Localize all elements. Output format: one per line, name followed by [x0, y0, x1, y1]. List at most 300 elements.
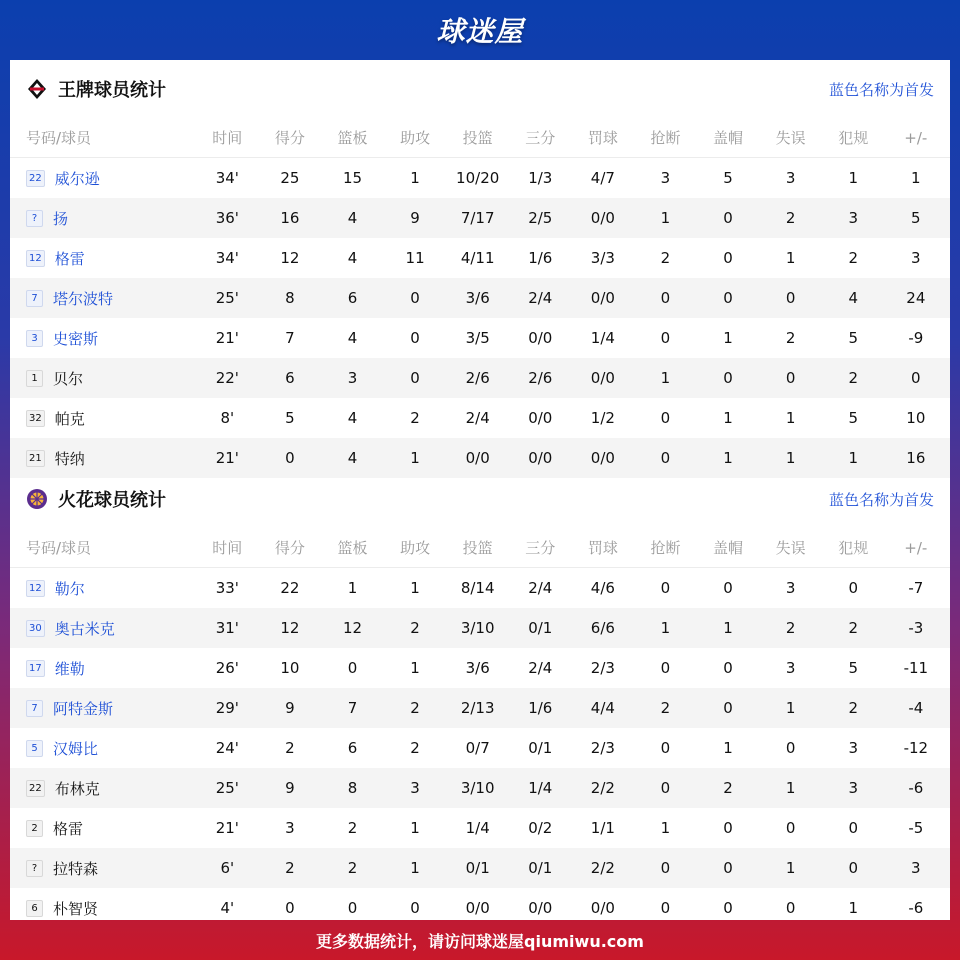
stat-cell: 0 [785, 289, 796, 307]
stat-cell: 3 [660, 169, 671, 187]
stat-cell: 8 [347, 779, 358, 797]
stat-cell: 0/0 [590, 209, 615, 227]
stat-cell: 2/3 [590, 659, 615, 677]
stat-cell: 0 [410, 289, 420, 307]
stat-cell: 8' [220, 409, 235, 427]
jersey-number-badge: 21 [26, 450, 45, 467]
team-title-wrap [26, 486, 166, 512]
player-name[interactable]: 朴智贤 [53, 899, 99, 918]
column-header[interactable]: 号码/球员 [26, 129, 92, 147]
stat-cell: 2/4 [528, 659, 553, 677]
stat-cell: 6/6 [590, 619, 615, 637]
column-header[interactable]: 助攻 [400, 539, 431, 557]
stat-cell: 4/7 [590, 169, 615, 187]
stat-cell: 2 [410, 619, 420, 637]
stat-cell: 0 [410, 329, 420, 347]
stats-panel [10, 60, 950, 920]
player-name[interactable]: 帕克 [54, 409, 85, 428]
player-cell [10, 858, 196, 879]
player-cell [10, 208, 196, 229]
aces-logo-icon [26, 78, 48, 100]
stat-cell: 1 [347, 579, 358, 597]
stat-cell: 1 [723, 619, 733, 637]
jersey-number-badge: 5 [26, 740, 43, 757]
player-cell [10, 328, 196, 349]
stat-cell: 4/4 [590, 699, 615, 717]
stat-cell: 2 [410, 699, 420, 717]
stat-cell: 31' [215, 619, 239, 637]
stat-cell: 2 [410, 409, 420, 427]
player-name[interactable]: 塔尔波特 [53, 289, 114, 308]
stat-cell: 2/4 [465, 409, 490, 427]
stat-cell: 0/0 [528, 329, 553, 347]
stat-cell: 1 [410, 659, 420, 677]
stat-cell: 0 [285, 899, 295, 917]
stat-cell: -11 [903, 659, 929, 677]
player-cell [10, 778, 196, 799]
stat-cell: 2 [723, 779, 733, 797]
stat-cell: 0 [660, 579, 671, 597]
stat-cell: 2 [848, 249, 858, 267]
stat-cell: 6 [347, 289, 358, 307]
stat-cell: 0 [660, 449, 671, 467]
column-header[interactable]: 盖帽 [713, 539, 744, 557]
stat-cell: 2 [285, 739, 295, 757]
stat-cell: 1 [848, 169, 858, 187]
stat-cell: 34' [215, 249, 239, 267]
stat-cell: 3 [848, 779, 858, 797]
stat-cell: 2 [347, 859, 358, 877]
stat-cell: 3/6 [465, 659, 490, 677]
stat-cell: 9 [285, 699, 295, 717]
starter-legend: 蓝色名称为首发 [828, 80, 934, 99]
player-row[interactable] [10, 198, 950, 238]
stat-cell: 3/6 [465, 289, 490, 307]
column-header-row [10, 528, 950, 568]
stat-cell: -7 [908, 579, 924, 597]
player-row[interactable] [10, 848, 950, 888]
sparks-logo-icon [26, 488, 48, 510]
column-header[interactable]: 失误 [775, 539, 806, 557]
player-row[interactable] [10, 398, 950, 438]
stat-cell: 2 [285, 859, 295, 877]
stat-cell: 0 [285, 449, 295, 467]
stat-cell: 0/0 [590, 369, 615, 387]
column-header[interactable]: 盖帽 [713, 129, 744, 147]
stat-cell: 12 [342, 619, 363, 637]
stat-cell: 16 [906, 449, 926, 467]
stat-cell: 6 [347, 739, 358, 757]
stat-cell: 0/0 [590, 449, 615, 467]
stat-cell: 1 [660, 819, 671, 837]
stat-cell: 0 [723, 249, 733, 267]
stat-cell: 1/4 [528, 779, 553, 797]
stat-cell: 2 [660, 249, 671, 267]
stat-cell: 7 [285, 329, 295, 347]
column-header[interactable]: 号码/球员 [26, 539, 92, 557]
stat-cell: 0/0 [465, 899, 490, 917]
player-row[interactable] [10, 568, 950, 608]
stat-cell: 1/6 [528, 249, 553, 267]
stat-cell: 3 [848, 739, 858, 757]
jersey-number-badge: 32 [26, 410, 45, 427]
stat-cell: 29' [215, 699, 239, 717]
stat-cell: 7/17 [460, 209, 495, 227]
stat-cell: 3/10 [460, 779, 495, 797]
stat-cell: 3/5 [465, 329, 490, 347]
player-row[interactable] [10, 358, 950, 398]
jersey-number-badge: ? [26, 210, 43, 227]
stat-cell: 0 [848, 579, 858, 597]
stat-cell: 34' [215, 169, 239, 187]
column-header[interactable]: 投篮 [462, 129, 493, 147]
column-header[interactable]: 得分 [274, 129, 305, 147]
stat-cell: -5 [908, 819, 924, 837]
stat-cell: 5 [911, 209, 921, 227]
jersey-number-badge: 12 [26, 580, 45, 597]
player-name[interactable]: 阿特金斯 [53, 699, 114, 718]
stat-cell: 2/5 [528, 209, 553, 227]
stat-cell: 12 [280, 249, 300, 267]
stat-cell: 4 [848, 289, 858, 307]
stat-cell: 2 [785, 619, 796, 637]
stat-cell: 1 [723, 409, 733, 427]
stat-cell: 2 [660, 699, 671, 717]
column-header[interactable]: 犯规 [838, 539, 869, 557]
player-cell [10, 898, 196, 919]
stat-cell: 4/6 [590, 579, 615, 597]
stat-cell: 0 [723, 289, 733, 307]
stat-cell: 1 [660, 369, 671, 387]
stat-cell: 0 [723, 699, 733, 717]
player-name[interactable]: 威尔逊 [54, 169, 100, 188]
stat-cell: 22' [215, 369, 239, 387]
column-header[interactable]: 抢断 [650, 539, 681, 557]
stat-cell: 0/0 [590, 899, 615, 917]
team-section-header [10, 470, 950, 528]
player-row[interactable] [10, 648, 950, 688]
stat-cell: 9 [410, 209, 420, 227]
footer-bar [0, 920, 960, 960]
stat-cell: 3 [285, 819, 295, 837]
stat-cell: 11 [405, 249, 425, 267]
stat-cell: 0/0 [528, 899, 553, 917]
stat-cell: 1 [410, 169, 420, 187]
stat-cell: 0/2 [528, 819, 553, 837]
player-cell [10, 248, 196, 269]
stat-cell: 2 [848, 619, 858, 637]
stat-cell: -6 [908, 899, 924, 917]
stat-cell: -3 [908, 619, 924, 637]
stat-cell: 0 [660, 289, 671, 307]
stat-cell: -6 [908, 779, 924, 797]
stat-cell: 1 [785, 779, 796, 797]
stat-cell: 1 [410, 819, 420, 837]
stat-cell: -9 [908, 329, 924, 347]
stat-cell: 0 [660, 739, 671, 757]
column-header[interactable]: +/- [904, 128, 928, 147]
stat-cell: 1/6 [528, 699, 553, 717]
stat-cell: 3 [410, 779, 420, 797]
player-name[interactable]: 扬 [53, 209, 69, 228]
stat-cell: 0 [911, 369, 921, 387]
stat-cell: 4 [347, 249, 358, 267]
jersey-number-badge: 22 [26, 780, 45, 797]
stat-cell: 1 [660, 619, 671, 637]
stat-cell: 3 [347, 369, 358, 387]
stat-cell: 2/3 [590, 739, 615, 757]
player-name[interactable]: 特纳 [54, 449, 85, 468]
stat-cell: 1/3 [528, 169, 553, 187]
stat-cell: 0 [723, 659, 733, 677]
column-header[interactable]: 助攻 [400, 129, 431, 147]
stat-cell: 2/4 [528, 579, 553, 597]
player-row[interactable] [10, 318, 950, 358]
stat-cell: 21' [215, 449, 239, 467]
player-row[interactable] [10, 608, 950, 648]
stat-cell: 2 [848, 369, 858, 387]
jersey-number-badge: 30 [26, 620, 45, 637]
stat-cell: 1 [848, 899, 858, 917]
column-header[interactable]: 抢断 [650, 129, 681, 147]
jersey-number-badge: 6 [26, 900, 43, 917]
column-header[interactable]: 篮板 [337, 129, 368, 147]
player-name[interactable]: 维勒 [54, 659, 85, 678]
stat-cell: 1 [785, 409, 796, 427]
stat-cell: 3 [911, 859, 921, 877]
stat-cell: 0/0 [528, 409, 553, 427]
stat-cell: 10/20 [456, 169, 500, 187]
column-header[interactable]: 得分 [274, 539, 305, 557]
stat-cell: 24 [906, 289, 926, 307]
player-row[interactable] [10, 808, 950, 848]
stat-cell: 26' [215, 659, 239, 677]
stat-cell: 1 [410, 449, 420, 467]
player-row[interactable] [10, 278, 950, 318]
stat-cell: 0/0 [590, 289, 615, 307]
stat-cell: 1 [785, 859, 796, 877]
stat-cell: 9 [285, 779, 295, 797]
stat-cell: 3 [785, 659, 796, 677]
header-bar [0, 0, 960, 60]
stat-cell: 12 [280, 619, 300, 637]
column-header[interactable]: 罚球 [587, 129, 618, 147]
jersey-number-badge: 1 [26, 370, 43, 387]
column-header[interactable]: 失误 [775, 129, 806, 147]
stat-cell: 25' [215, 289, 239, 307]
jersey-number-badge: 12 [26, 250, 45, 267]
stat-cell: 10 [280, 659, 300, 677]
column-header[interactable]: 犯规 [838, 129, 869, 147]
player-name[interactable]: 勒尔 [54, 579, 85, 598]
player-row[interactable] [10, 768, 950, 808]
stat-cell: 1 [785, 699, 796, 717]
player-cell [10, 448, 196, 469]
stat-cell: 4 [347, 329, 358, 347]
player-row[interactable] [10, 688, 950, 728]
stat-cell: 21' [215, 819, 239, 837]
player-name[interactable]: 史密斯 [53, 329, 99, 348]
stat-cell: 6 [285, 369, 295, 387]
stat-cell: 5 [848, 659, 858, 677]
stat-cell: 5 [723, 169, 733, 187]
stat-cell: 1 [410, 859, 420, 877]
player-name[interactable]: 格雷 [53, 819, 84, 838]
stat-cell: 2/4 [528, 289, 553, 307]
stat-cell: 0 [347, 659, 358, 677]
stat-cell: 0/1 [528, 739, 553, 757]
stat-cell: 4 [347, 409, 358, 427]
player-cell [10, 168, 196, 189]
stat-cell: 22 [280, 579, 300, 597]
stat-cell: 3 [911, 249, 921, 267]
player-name[interactable]: 汉姆比 [53, 739, 99, 758]
player-name[interactable]: 布林克 [54, 779, 100, 798]
stat-cell: 0 [785, 899, 796, 917]
player-name[interactable]: 拉特森 [53, 859, 99, 878]
stat-cell: 0 [660, 659, 671, 677]
stat-cell: 1 [848, 449, 858, 467]
stat-cell: 16 [280, 209, 300, 227]
stat-cell: 33' [215, 579, 239, 597]
stat-cell: 0 [660, 779, 671, 797]
column-header[interactable]: 投篮 [462, 539, 493, 557]
jersey-number-badge: ? [26, 860, 43, 877]
stat-cell: 1/2 [590, 409, 615, 427]
stat-cell: 1/1 [590, 819, 615, 837]
stat-cell: 21' [215, 329, 239, 347]
player-cell [10, 618, 196, 639]
stat-cell: 2 [347, 819, 358, 837]
stat-cell: 0 [347, 899, 358, 917]
stat-cell: 0 [723, 209, 733, 227]
brand-logo[interactable]: 球迷屋 [436, 15, 524, 48]
player-cell [10, 658, 196, 679]
player-name[interactable]: 奥古米克 [54, 619, 115, 638]
stat-cell: 1 [785, 449, 796, 467]
stat-cell: 2/6 [465, 369, 490, 387]
jersey-number-badge: 2 [26, 820, 43, 837]
stat-cell: 0 [785, 739, 796, 757]
team-title: 火花球员统计 [58, 490, 166, 511]
stat-cell: 1 [785, 249, 796, 267]
stat-cell: 1/4 [465, 819, 490, 837]
player-name[interactable]: 格雷 [54, 249, 85, 268]
stat-cell: 0 [660, 859, 671, 877]
stat-cell: 7 [347, 699, 358, 717]
team-title: 王牌球员统计 [58, 80, 166, 101]
stat-cell: -4 [908, 699, 924, 717]
stat-cell: 0 [723, 369, 733, 387]
player-name[interactable]: 贝尔 [53, 369, 84, 388]
column-header-row [10, 118, 950, 158]
player-cell [10, 578, 196, 599]
jersey-number-badge: 7 [26, 700, 43, 717]
player-row[interactable] [10, 728, 950, 768]
stat-cell: 2/13 [460, 699, 495, 717]
stat-cell: 1 [723, 329, 733, 347]
column-header[interactable]: 篮板 [337, 539, 368, 557]
stat-cell: 1 [911, 169, 921, 187]
column-header[interactable]: 罚球 [587, 539, 618, 557]
stat-cell: 0 [785, 819, 796, 837]
stat-cell: 3 [785, 169, 796, 187]
stat-cell: 10 [906, 409, 926, 427]
jersey-number-badge: 22 [26, 170, 45, 187]
player-cell [10, 368, 196, 389]
stat-cell: 0 [848, 819, 858, 837]
player-row[interactable] [10, 238, 950, 278]
stat-cell: 36' [215, 209, 239, 227]
stat-cell: 3/10 [460, 619, 495, 637]
stat-cell: 0 [660, 409, 671, 427]
stat-cell: 0 [723, 819, 733, 837]
column-header[interactable]: 时间 [212, 539, 243, 557]
stat-cell: 1 [410, 579, 420, 597]
stat-cell: 2/6 [528, 369, 553, 387]
stat-cell: 1 [660, 209, 671, 227]
stat-cell: 4' [220, 899, 235, 917]
stat-cell: 5 [848, 409, 858, 427]
stat-cell: 15 [342, 169, 363, 187]
stat-cell: 25' [215, 779, 239, 797]
stat-cell: 1 [723, 449, 733, 467]
player-cell [10, 738, 196, 759]
player-cell [10, 698, 196, 719]
stat-cell: 0 [785, 369, 796, 387]
stat-cell: 2 [785, 329, 796, 347]
stat-cell: 0/1 [465, 859, 490, 877]
stat-cell: 0/1 [528, 619, 553, 637]
stat-cell: 2 [410, 739, 420, 757]
stat-cell: -12 [903, 739, 929, 757]
stat-cell: 3 [848, 209, 858, 227]
footer-text[interactable]: 更多数据统计，请访问球迷屋qiumiwu.com [316, 931, 644, 951]
jersey-number-badge: 3 [26, 330, 43, 347]
stat-cell: 2 [848, 699, 858, 717]
stat-cell: 2 [785, 209, 796, 227]
stat-cell: 4 [347, 209, 358, 227]
player-row[interactable] [10, 158, 950, 198]
player-cell [10, 408, 196, 429]
column-header[interactable]: 三分 [525, 539, 556, 557]
stat-cell: 5 [848, 329, 858, 347]
stat-cell: 8 [285, 289, 295, 307]
jersey-number-badge: 17 [26, 660, 45, 677]
team-title-wrap [26, 76, 166, 102]
stat-cell: 8/14 [460, 579, 495, 597]
stat-cell: 0 [410, 369, 420, 387]
player-cell [10, 288, 196, 309]
stat-cell: 0 [660, 899, 671, 917]
stat-cell: 4 [347, 449, 358, 467]
player-cell [10, 818, 196, 839]
stat-cell: 0/0 [528, 449, 553, 467]
stat-cell: 2/2 [590, 779, 615, 797]
column-header[interactable]: +/- [904, 538, 928, 557]
stat-cell: 0 [410, 899, 420, 917]
stat-cell: 2/2 [590, 859, 615, 877]
stat-cell: 0 [723, 579, 733, 597]
stat-cell: 0/1 [528, 859, 553, 877]
starter-legend: 蓝色名称为首发 [828, 490, 934, 509]
column-header[interactable]: 三分 [525, 129, 556, 147]
stat-cell: 24' [215, 739, 239, 757]
stat-cell: 0 [660, 329, 671, 347]
stat-cell: 1/4 [590, 329, 615, 347]
stat-cell: 1 [723, 739, 733, 757]
column-header[interactable]: 时间 [212, 129, 243, 147]
